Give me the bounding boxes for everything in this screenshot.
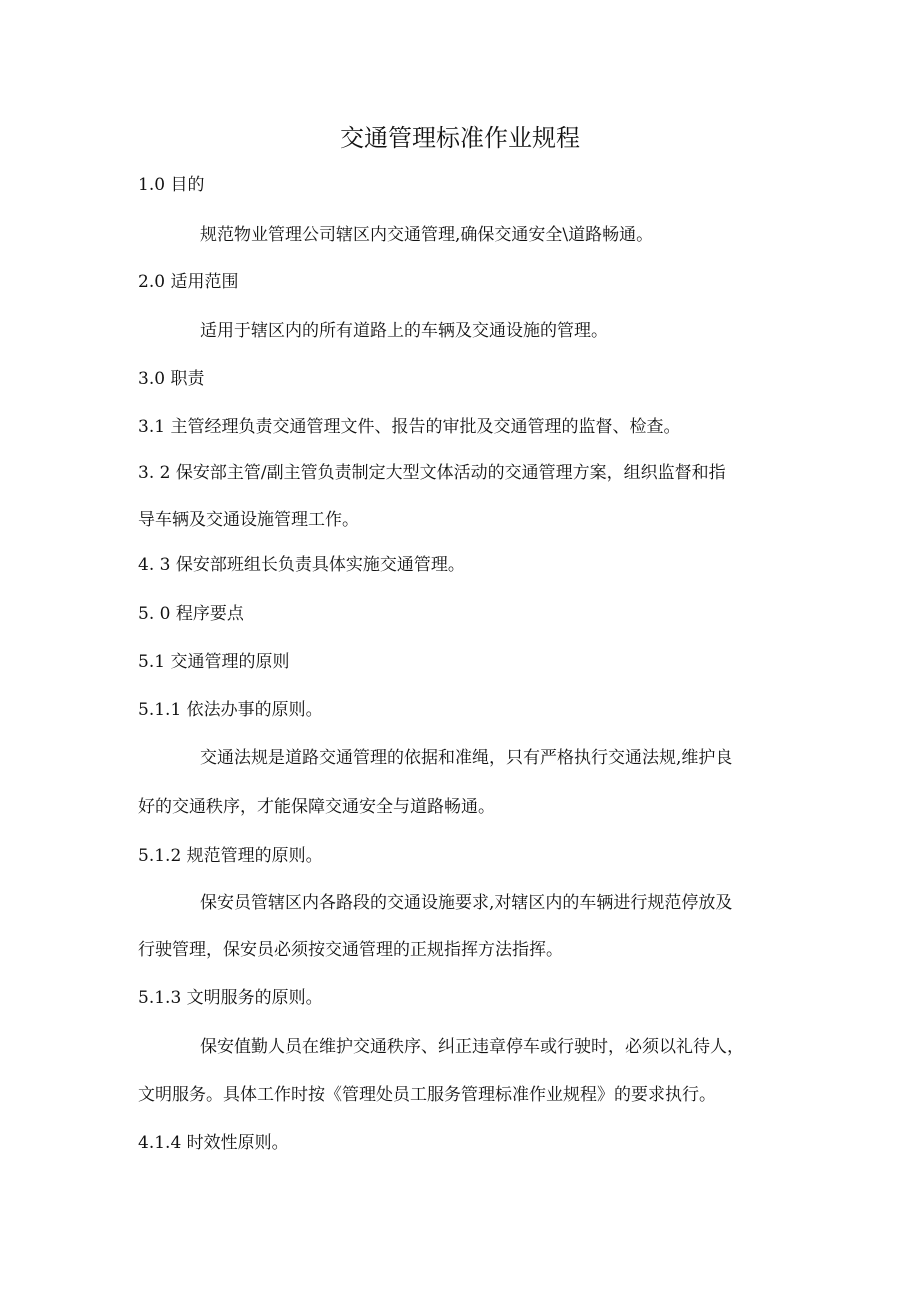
subsection-heading-4-1-4: 4.1.4 时效性原则。 [138, 1133, 289, 1153]
subsection-heading-5-1: 5.1 交通管理的原则 [138, 652, 290, 672]
section-heading-responsibilities: 3.0 职责 [138, 369, 205, 389]
paragraph-5-1-3-line-2: 文明服务。具体工作时按《管理处员工服务管理标准作业规程》的要求执行。 [138, 1085, 716, 1105]
responsibility-3-2: 3. 2 保安部主管/副主管负责制定大型文体活动的交通管理方案，组织监督和指 [138, 463, 726, 483]
section-heading-scope: 2.0 适用范围 [138, 272, 239, 292]
subsection-heading-5-1-2: 5.1.2 规范管理的原则。 [138, 846, 323, 866]
paragraph-scope: 适用于辖区内的所有道路上的车辆及交通设施的管理。 [200, 321, 608, 341]
paragraph-5-1-1-line-2: 好的交通秩序，才能保障交通安全与道路畅通。 [138, 797, 495, 817]
responsibility-4-3: 4. 3 保安部班组长负责具体实施交通管理。 [138, 555, 465, 575]
paragraph-5-1-2-line-2: 行驶管理，保安员必须按交通管理的正规指挥方法指挥。 [138, 940, 563, 960]
responsibility-3-1: 3.1 主管经理负责交通管理文件、报告的审批及交通管理的监督、检查。 [138, 417, 681, 437]
document-title: 交通管理标准作业规程 [340, 124, 580, 152]
paragraph-purpose: 规范物业管理公司辖区内交通管理,确保交通安全\道路畅通。 [200, 225, 654, 245]
paragraph-5-1-1-line-1: 交通法规是道路交通管理的依据和准绳，只有严格执行交通法规,维护良 [200, 748, 733, 768]
section-heading-purpose: 1.0 目的 [138, 175, 205, 195]
paragraph-5-1-2-line-1: 保安员管辖区内各路段的交通设施要求,对辖区内的车辆进行规范停放及 [200, 893, 733, 913]
paragraph-5-1-3-line-1: 保安值勤人员在维护交通秩序、纠正违章停车或行驶时，必须以礼待人， [200, 1037, 744, 1057]
responsibility-3-2-continued: 导车辆及交通设施管理工作。 [138, 510, 359, 530]
subsection-heading-5-1-1: 5.1.1 依法办事的原则。 [138, 700, 323, 720]
section-heading-procedure: 5. 0 程序要点 [138, 604, 244, 624]
subsection-heading-5-1-3: 5.1.3 文明服务的原则。 [138, 988, 323, 1008]
